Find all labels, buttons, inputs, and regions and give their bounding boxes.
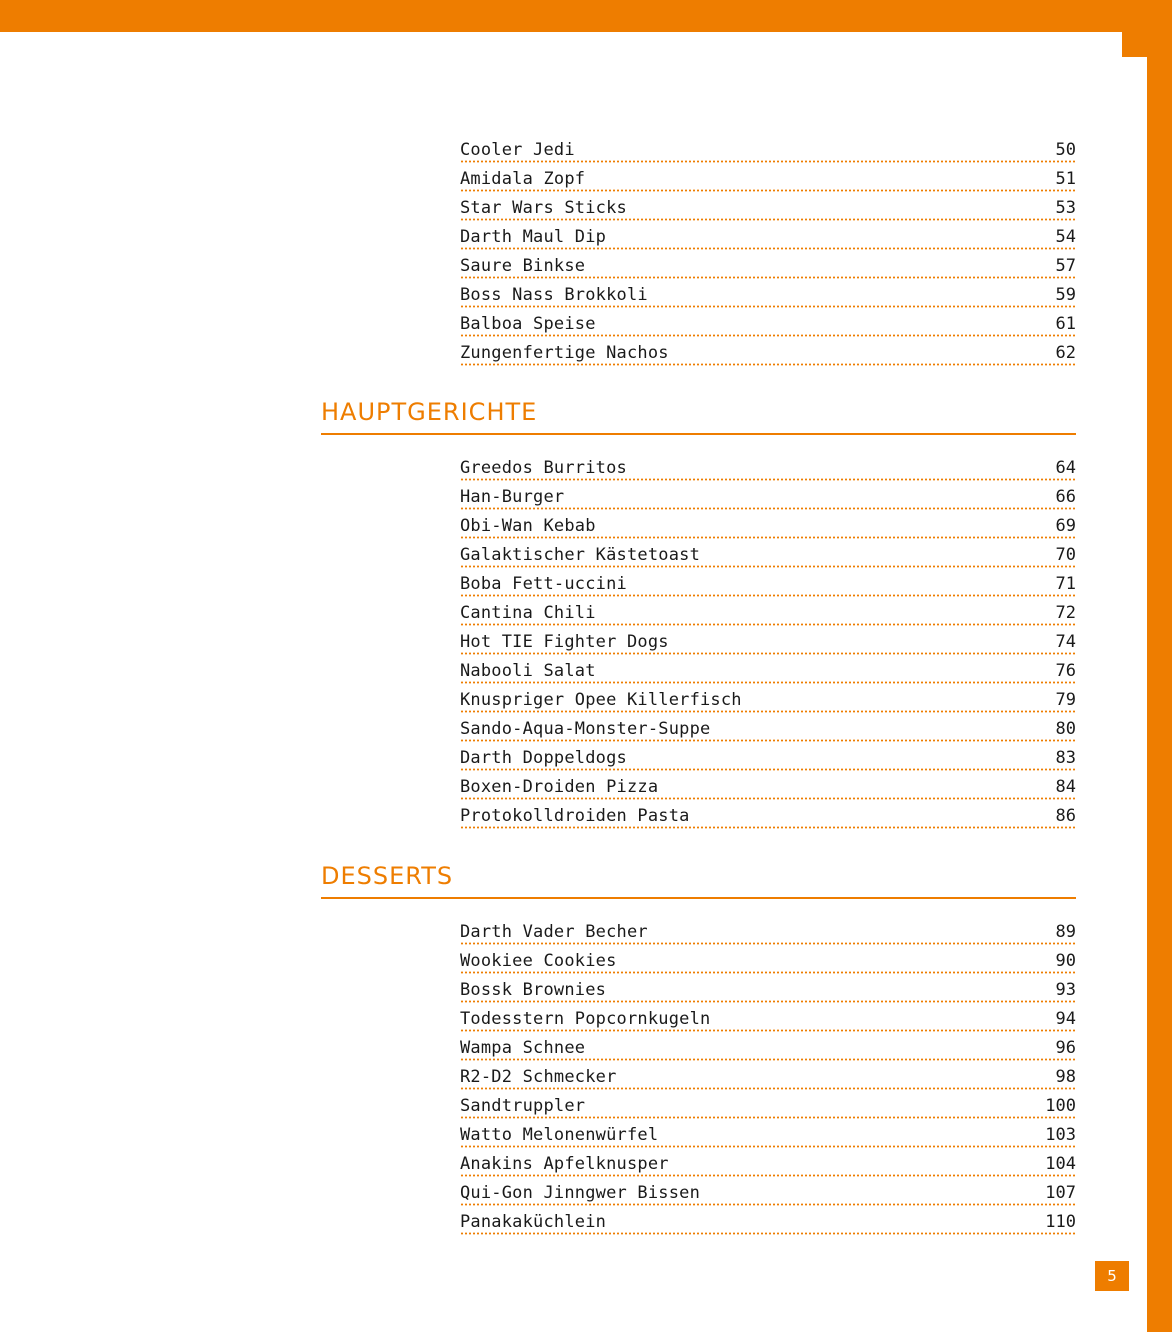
toc-entry-page-number: 93 [1055,980,1076,1000]
toc-entry-title: Darth Maul Dip [460,227,607,247]
toc-entry-title: R2-D2 Schmecker [460,1067,617,1087]
toc-entry-title: Anakins Apfelknusper [460,1154,669,1174]
toc-entry-page-number: 54 [1055,227,1076,247]
toc-entry-title: Galaktischer Kästetoast [460,545,701,565]
toc-entry-title: Cooler Jedi [460,140,575,160]
toc-entry[interactable] [460,1061,1076,1090]
page-number-badge: 5 [1095,1261,1129,1291]
toc-entry-page-number: 62 [1055,343,1076,363]
toc-section-list [460,916,1076,1235]
toc-entry[interactable] [460,916,1076,945]
toc-entry-page-number: 103 [1045,1125,1076,1145]
toc-entry[interactable] [460,337,1076,366]
toc-entry-title: Star Wars Sticks [460,198,627,218]
toc-entry-page-number: 57 [1055,256,1076,276]
toc-entry-page-number: 61 [1055,314,1076,334]
toc-section-list [460,452,1076,829]
toc-entry[interactable] [460,974,1076,1003]
toc-entry-page-number: 50 [1055,140,1076,160]
toc-entry[interactable] [460,626,1076,655]
toc-entry[interactable] [460,684,1076,713]
toc-entry-title: Han-Burger [460,487,565,507]
section-heading-desserts: DESSERTS [321,862,1076,899]
toc-entry-page-number: 71 [1055,574,1076,594]
toc-entry-page-number: 107 [1045,1183,1076,1203]
toc-entry-page-number: 64 [1055,458,1076,478]
toc-entry[interactable] [460,655,1076,684]
toc-entry[interactable] [460,742,1076,771]
toc-entry[interactable] [460,800,1076,829]
toc-entry[interactable] [460,771,1076,800]
toc-entry-title: Hot TIE Fighter Dogs [460,632,669,652]
toc-entry-page-number: 90 [1055,951,1076,971]
toc-entry-title: Balboa Speise [460,314,596,334]
toc-entry-title: Bossk Brownies [460,980,607,1000]
toc-entry-title: Darth Vader Becher [460,922,648,942]
toc-entry-page-number: 96 [1055,1038,1076,1058]
toc-entry[interactable] [460,308,1076,337]
toc-entry-title: Knuspriger Opee Killerfisch [460,690,742,710]
toc-entry[interactable] [460,568,1076,597]
toc-entry-title: Wookiee Cookies [460,951,617,971]
toc-entry[interactable] [460,713,1076,742]
toc-entry-page-number: 53 [1055,198,1076,218]
toc-entry-title: Todesstern Popcornkugeln [460,1009,711,1029]
toc-entry-page-number: 51 [1055,169,1076,189]
toc-entry[interactable] [460,481,1076,510]
toc-entry-title: Greedos Burritos [460,458,627,478]
top-accent-band [0,0,1172,32]
toc-entry-page-number: 59 [1055,285,1076,305]
toc-entry-page-number: 76 [1055,661,1076,681]
toc-entry[interactable] [460,1003,1076,1032]
toc-entry[interactable] [460,1090,1076,1119]
toc-entry-page-number: 98 [1055,1067,1076,1087]
toc-entry-title: Zungenfertige Nachos [460,343,669,363]
toc-entry-page-number: 100 [1045,1096,1076,1116]
toc-entry[interactable] [460,1032,1076,1061]
toc-entry-title: Protokolldroiden Pasta [460,806,690,826]
corner-accent-block [1122,32,1147,57]
toc-entry[interactable] [460,1206,1076,1235]
toc-entry[interactable] [460,1148,1076,1177]
toc-entry-title: Qui-Gon Jinngwer Bissen [460,1183,701,1203]
toc-entry[interactable] [460,452,1076,481]
toc-entry-page-number: 72 [1055,603,1076,623]
toc-entry-page-number: 83 [1055,748,1076,768]
toc-section-list [460,134,1076,366]
toc-entry-page-number: 94 [1055,1009,1076,1029]
toc-entry-title: Watto Melonenwürfel [460,1125,659,1145]
toc-entry[interactable] [460,279,1076,308]
toc-entry[interactable] [460,539,1076,568]
toc-entry[interactable] [460,163,1076,192]
toc-entry-title: Cantina Chili [460,603,596,623]
toc-entry[interactable] [460,192,1076,221]
toc-entry-title: Saure Binkse [460,256,586,276]
toc-entry-title: Boss Nass Brokkoli [460,285,648,305]
toc-entry-title: Boxen-Droiden Pizza [460,777,659,797]
toc-entry-title: Wampa Schnee [460,1038,586,1058]
toc-entry-title: Sandtruppler [460,1096,586,1116]
toc-entry-page-number: 89 [1055,922,1076,942]
toc-entry-page-number: 66 [1055,487,1076,507]
toc-entry-title: Panakaküchlein [460,1212,607,1232]
toc-entry-title: Obi-Wan Kebab [460,516,596,536]
section-heading-hauptgerichte: HAUPTGERICHTE [321,398,1076,435]
toc-entry-page-number: 79 [1055,690,1076,710]
toc-entry-page-number: 74 [1055,632,1076,652]
toc-entry-title: Nabooli Salat [460,661,596,681]
right-accent-band [1147,0,1172,1332]
toc-entry[interactable] [460,250,1076,279]
toc-entry[interactable] [460,945,1076,974]
toc-entry-page-number: 84 [1055,777,1076,797]
toc-entry-page-number: 104 [1045,1154,1076,1174]
toc-entry-page-number: 86 [1055,806,1076,826]
toc-entry-title: Darth Doppeldogs [460,748,627,768]
toc-entry[interactable] [460,597,1076,626]
toc-entry-page-number: 69 [1055,516,1076,536]
toc-entry[interactable] [460,1119,1076,1148]
toc-entry-page-number: 80 [1055,719,1076,739]
toc-entry-title: Amidala Zopf [460,169,586,189]
toc-entry-page-number: 110 [1045,1212,1076,1232]
toc-entry[interactable] [460,510,1076,539]
toc-entry-page-number: 70 [1055,545,1076,565]
toc-entry-title: Boba Fett-uccini [460,574,627,594]
toc-entry-title: Sando-Aqua-Monster-Suppe [460,719,711,739]
toc-entry[interactable] [460,1177,1076,1206]
toc-entry[interactable] [460,134,1076,163]
toc-entry[interactable] [460,221,1076,250]
